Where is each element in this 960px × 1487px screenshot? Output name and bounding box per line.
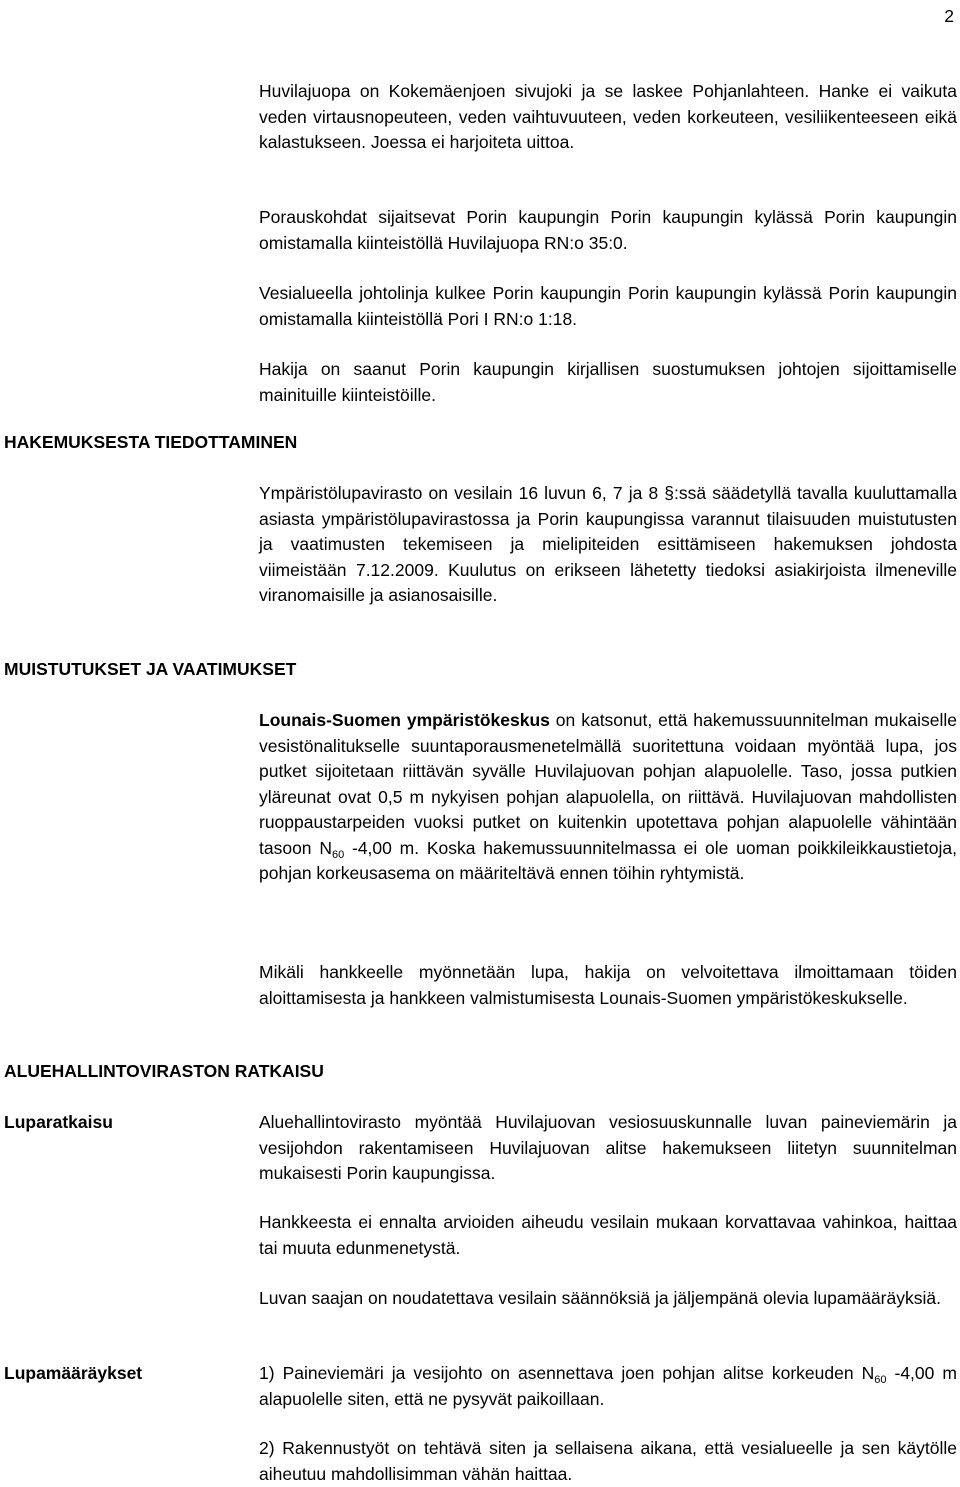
heading-objections: MUISTUTUKSET JA VAATIMUKSET — [4, 659, 297, 679]
heading-permit-decision: Luparatkaisu — [4, 1112, 113, 1132]
paragraph-permit-granted: Aluehallintovirasto myöntää Huvilajuovan vesiosuuskunnalle luvan paineviemärin ja vesijohdon rakentamiseen Huvilajuovan alitse hakemukseen liitetyn suunnitelman mukaisesti Porin kaupungissa. — [259, 1112, 957, 1183]
page-number: 2 — [944, 6, 954, 26]
condition-1-subscript: 60 — [874, 1374, 887, 1386]
statement-text-part2: -4,00 m. Koska hakemussuunnitelmassa ei ole uoman poikkileikkaustietoja, pohjan korkeusasema on määriteltävä ennen töihin ryhtymistä. — [259, 837, 957, 883]
level-subscript: 60 — [331, 848, 345, 861]
paragraph-river-description: Huvilajuopa on Kokemäenjoen sivujoki ja se laskee Pohjanlahteen. Hanke ei vaikuta veden virtausnopeuteen, veden vaihtuvuuteen, veden korkeuteen, vesiliikenteeseen eikä kalastukseen. Joessa ei harjoiteta uittoa. — [259, 81, 957, 152]
paragraph-notification-obligation: Mikäli hankkeelle myönnetään lupa, hakija on velvoitettava ilmoittamaan töiden aloittamisesta ja hankkeen valmistumisesta Lounais-Suomen ympäristökeskukselle. — [259, 962, 957, 1008]
paragraph-pipeline-route: Vesialueella johtolinja kulkee Porin kaupungin Porin kaupungin kylässä Porin kaupungin omistamalla kiinteistöllä Pori I RN:o 1:18. — [259, 283, 957, 329]
statement-text-part1: on katsonut, että hakemussuunnitelman mukaiselle vesistönalitukselle suuntaporausmenetelmällä suoritettuna voidaan myöntää lupa, jos putket sijoitetaan riittävän syvälle Huvilajuovan pohjan alapuolelle. Taso, jossa putkien yläreunat ovat 0,5 m nykyisen pohjan alapuolella, on riittävä. Huvilajuovan mahdollisten ruoppaustarpeiden vuoksi putket on kuitenkin upotettava pohjan alapuolelle vähintään tasoon N — [259, 710, 957, 858]
paragraph-environment-centre-statement — [259, 708, 957, 887]
paragraph-no-damage: Hankkeesta ei ennalta arvioiden aiheudu vesilain mukaan korvattavaa vahinkoa, haittaa tai muuta edunmenetystä. — [259, 1212, 957, 1258]
paragraph-applicant-consent: Hakija on saanut Porin kaupungin kirjallisen suostumuksen johtojen sijoittamiselle mainituille kiinteistöille. — [259, 359, 957, 405]
condition-2: 2) Rakennustyöt on tehtävä siten ja sellaisena aikana, että vesialueelle ja sen käytölle aiheutuu mahdollisimman vähän haittaa. — [259, 1438, 957, 1484]
heading-permit-conditions: Lupamääräykset — [4, 1363, 143, 1383]
condition-1-text-part2: -4,00 m alapuolelle siten, että ne pysyvät paikoillaan. — [259, 1363, 957, 1409]
paragraph-public-notice: Ympäristölupavirasto on vesilain 16 luvun 6, 7 ja 8 §:ssä säädetyllä tavalla kuuluttamalla asiasta ympäristölupavirastossa ja Porin kaupungissa varannut tilaisuuden muistutusten ja vaatimusten tekemiseen ja mielipiteiden esittämiseen hakemuksen johdosta viimeistään 7.12.2009. Kuulutus on erikseen lähetetty tiedoksi asiakirjoista ilmeneville viranomaisille ja asianosaisille. — [259, 483, 957, 605]
paragraph-drilling-locations: Porauskohdat sijaitsevat Porin kaupungin Porin kaupungin kylässä Porin kaupungin omistamalla kiinteistöllä Huvilajuopa RN:o 35:0. — [259, 207, 957, 253]
condition-1-text-part1: 1) Paineviemäri ja vesijohto on asennettava joen pohjan alitse korkeuden N — [259, 1363, 875, 1383]
environment-centre-name: Lounais-Suomen ympäristökeskus — [259, 710, 550, 730]
heading-decision: ALUEHALLINTOVIRASTON RATKAISU — [4, 1061, 324, 1081]
condition-1 — [259, 1361, 957, 1412]
heading-notification: HAKEMUKSESTA TIEDOTTAMINEN — [4, 432, 298, 452]
paragraph-compliance: Luvan saajan on noudatettava vesilain säännöksiä ja jäljempänä olevia lupamääräyksiä. — [259, 1288, 941, 1308]
